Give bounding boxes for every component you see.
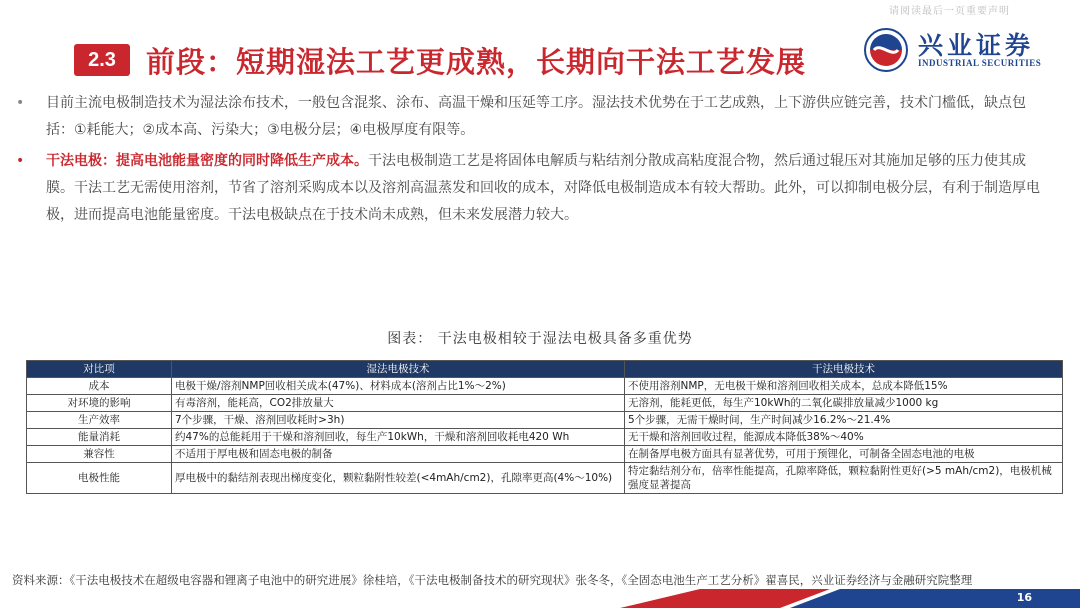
company-logo (862, 22, 1062, 74)
footer-bar (0, 589, 1080, 608)
dry-cell: 无干燥和溶剂回收过程，能源成本降低38%～40% (625, 429, 1063, 446)
wet-cell: 不适用于厚电极和固态电极的制备 (172, 446, 625, 463)
paragraph-dry-process (16, 148, 1051, 229)
table-row (27, 395, 1063, 412)
wet-cell: 电极干燥/溶剂NMP回收相关成本(47%)、材料成本(溶剂占比1%～2%) (172, 378, 625, 395)
logo-english-text: INDUSTRIAL SECURITIES (918, 58, 1042, 68)
header-cell: 干法电极技术 (625, 361, 1063, 378)
wet-cell: 有毒溶剂，能耗高，CO2排放量大 (172, 395, 625, 412)
paragraph-wet-process (16, 90, 1051, 144)
page-number: 16 (1016, 591, 1032, 604)
table-row (27, 412, 1063, 429)
row-label: 对环境的影响 (27, 395, 172, 412)
logo-mark-icon (864, 28, 908, 72)
section-number-badge: 2.3 (74, 44, 130, 76)
row-label: 成本 (27, 378, 172, 395)
source-note: 资料来源：《干法电极技术在超级电容器和锂离子电池中的研究进展》徐桂培，《干法电极制备技术的研究现状》张冬冬，《全固态电池生产工艺分析》翟喜民，兴业证券经济与金融研究院整理 (12, 573, 973, 587)
comparison-table (26, 360, 1063, 494)
logo-chinese-text: 兴业证券 (918, 31, 1035, 60)
row-label: 能量消耗 (27, 429, 172, 446)
header-cell: 湿法电极技术 (172, 361, 625, 378)
row-label: 生产效率 (27, 412, 172, 429)
wet-cell: 7个步骤，干燥、溶剂回收耗时>3h) (172, 412, 625, 429)
table-row (27, 463, 1063, 494)
paragraph-text: 目前主流电极制造技术为湿法涂布技术，一般包含混浆、涂布、高温干燥和压延等工序。湿法技术优势在于工艺成熟，上下游供应链完善，技术门槛低，缺点包括：①耗能大；②成本高、污染大；③电极分层；④电极厚度有限等。 (46, 95, 1026, 138)
dry-cell: 在制备厚电极方面具有显著优势，可用于预锂化，可制备全固态电池的电极 (625, 446, 1063, 463)
table-row (27, 378, 1063, 395)
disclaimer-note: 请阅读最后一页重要声明 (889, 6, 1010, 17)
dry-cell: 不使用溶剂NMP，无电极干燥和溶剂回收相关成本，总成本降低15% (625, 378, 1063, 395)
bullet-icon: • (16, 153, 25, 169)
table-row (27, 429, 1063, 446)
table-row (27, 446, 1063, 463)
header-cell: 对比项 (27, 361, 172, 378)
table-header-row (27, 361, 1063, 378)
paragraph-text: 干法电极制造工艺是将固体电解质与粘结剂分散成高粘度混合物，然后通过辊压对其施加足够的压力使其成膜。干法工艺无需使用溶剂，节省了溶剂采购成本以及溶剂高温蒸发和回收的成本，对降低电极制造成本有较大帮助。此外，可以抑制电极分层，有利于制造厚电极，进而提高电池能量密度。干法电极缺点在于技术尚未成熟，但未来发展潜力较大。 (46, 153, 1040, 223)
row-label: 兼容性 (27, 446, 172, 463)
dry-cell: 5个步骤，无需干燥时间，生产时间减少16.2%～21.4% (625, 412, 1063, 429)
table-caption: 图表： 干法电极相较于湿法电极具备多重优势 (387, 331, 693, 347)
row-label: 电极性能 (27, 463, 172, 494)
page-title: 前段：短期湿法工艺更成熟，长期向干法工艺发展 (146, 45, 807, 79)
paragraph-highlight: 干法电极：提高电池能量密度的同时降低生产成本。 (46, 153, 368, 169)
bullet-icon: • (16, 95, 25, 111)
wet-cell: 约47%的总能耗用于干燥和溶剂回收，每生产10kWh，干燥和溶剂回收耗电420 Wh (172, 429, 625, 446)
wet-cell: 厚电极中的黏结剂表现出梯度变化，颗粒黏附性较差(<4mAh/cm2)，孔隙率更高(4%～10%) (172, 463, 625, 494)
dry-cell: 特定黏结剂分布，倍率性能提高，孔隙率降低，颗粒黏附性更好(>5 mAh/cm2)，电极机械强度显著提高 (625, 463, 1063, 494)
dry-cell: 无溶剂，能耗更低，每生产10kWh的二氧化碳排放量减少1000 kg (625, 395, 1063, 412)
